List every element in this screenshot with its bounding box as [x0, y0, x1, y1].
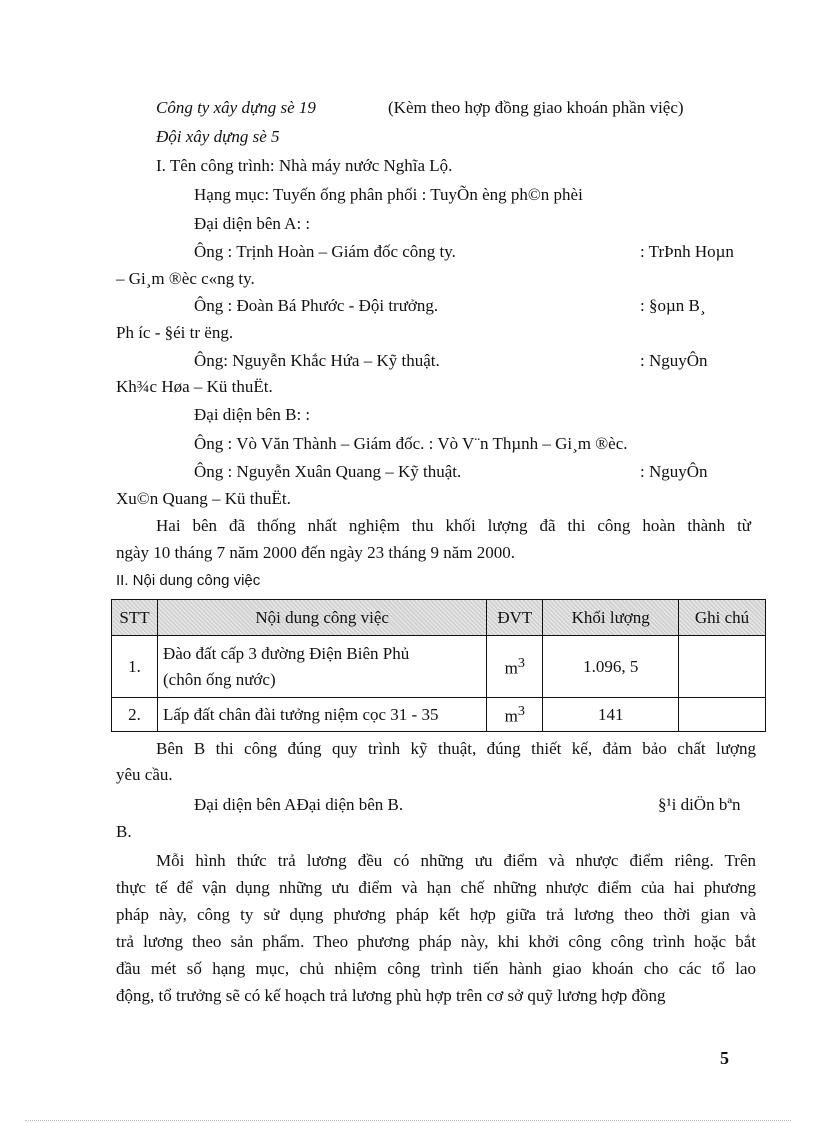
party-a-member-3-encoded: : NguyÔn [640, 351, 708, 370]
signature-label-encoded: §¹i diÖn bªn [658, 795, 741, 814]
row-stt: 2. [112, 698, 158, 732]
unit-exponent: 3 [517, 702, 525, 719]
paragraph-line: trả lương theo sản phẩm. Theo phương pháp này, khi khởi công công trình hoặc bắt [116, 932, 756, 951]
section-2-title: II. Nội dung công việc [116, 572, 261, 589]
row-quantity: 141 [543, 698, 679, 732]
header-unit: ĐVT [487, 600, 543, 636]
party-a-member-3-encoded-cont: Kh¾c Høa – Kü thuËt. [116, 377, 273, 396]
table-header-row [112, 600, 766, 636]
agreement-line-2: ngày 10 tháng 7 năm 2000 đến ngày 23 tháng 9 năm 2000. [116, 543, 515, 562]
company-name: Công ty xây dựng sè 19 [156, 98, 316, 117]
unit-exponent: 3 [517, 654, 525, 671]
row-content-line: Lấp đất chân đài tưởng niệm cọc 31 - 35 [162, 704, 439, 724]
row-stt: 1. [112, 636, 158, 698]
table-row [112, 698, 766, 732]
party-b-member-2-encoded: : NguyÔn [640, 462, 708, 481]
page-number: 5 [720, 1048, 729, 1068]
party-a-member-1-encoded: : TrÞnh Hoµn [640, 242, 734, 261]
project-name: I. Tên công trình: Nhà máy nước Nghĩa Lộ. [156, 156, 453, 175]
work-table [111, 599, 766, 732]
project-item: Hạng mục: Tuyến ống phân phối : TuyÕn èng ph©n phèi [194, 185, 583, 204]
row-content-line: (chôn ống nước) [162, 669, 276, 689]
paragraph-line: pháp này, công ty sử dụng phương pháp kết hợp giữa trả lương theo thời gian và [116, 905, 756, 924]
row-unit [487, 698, 543, 732]
signature-labels: Đại diện bên AĐại diện bên B. [194, 795, 404, 814]
table-row [112, 636, 766, 698]
party-a-title: Đại diện bên A: : [194, 214, 311, 233]
team-name: Đội xây dựng sè 5 [156, 127, 280, 146]
page-bottom-divider [25, 1120, 791, 1121]
party-a-member-2: Ông : Đoàn Bá Phước - Đội trưởng. [194, 296, 439, 315]
row-unit [487, 636, 543, 698]
row-content [157, 636, 486, 698]
attachment-note: (Kèm theo hợp đồng giao khoán phần việc) [388, 98, 684, 117]
agreement-line-1: Hai bên đã thống nhất nghiệm thu khối lượng đã thi công hoàn thành từ [156, 516, 751, 535]
row-content [157, 698, 486, 732]
header-content: Nội dung công việc [157, 600, 486, 636]
party-a-member-1: Ông : Trịnh Hoàn – Giám đốc công ty. [194, 242, 456, 261]
party-a-member-2-encoded: : §oµn B¸ [640, 296, 706, 315]
paragraph-line: thực tế để vận dụng những ưu điểm và hạn chế những nhược điểm của hai phương [116, 878, 756, 897]
row-note [679, 698, 766, 732]
paragraph-line: đầu mét số hạng mục, chủ nhiệm công trình tiến hành giao khoán cho các tổ lao [116, 959, 756, 978]
party-b-member-2-encoded-cont: Xu©n Quang – Kü thuËt. [116, 489, 291, 508]
signature-label-encoded-cont: B. [116, 822, 132, 841]
row-note [679, 636, 766, 698]
party-b-title: Đại diện bên B: : [194, 405, 311, 424]
compliance-line-2: yêu cầu. [116, 765, 173, 784]
party-a-member-1-encoded-cont: – Gi¸m ®èc c«ng ty. [116, 269, 255, 288]
header-stt: STT [112, 600, 158, 636]
paragraph-line: Mỗi hình thức trả lương đều có những ưu điểm và nhược điểm riêng. Trên [156, 851, 756, 870]
paragraph-line: động, tổ trưởng sẽ có kế hoạch trả lương phù hợp trên cơ sở quỹ lương hợp đồng [116, 986, 666, 1005]
party-b-member-1: Ông : Vò Văn Thành – Giám đốc. : Vò V¨n Thµnh – Gi¸m ®èc. [194, 434, 628, 453]
row-content-line: Đào đất cấp 3 đường Điện Biên Phủ [162, 643, 410, 663]
party-a-member-2-encoded-cont: Ph íc - §éi tr ëng. [116, 323, 234, 342]
party-b-member-2: Ông : Nguyễn Xuân Quang – Kỹ thuật. [194, 462, 462, 481]
row-quantity: 1.096, 5 [543, 636, 679, 698]
header-quantity: Khối lượng [543, 600, 679, 636]
header-note: Ghi chú [679, 600, 766, 636]
unit-label: m [504, 706, 518, 726]
compliance-line-1: Bên B thi công đúng quy trình kỹ thuật, đúng thiết kế, đảm bảo chất lượng [156, 739, 756, 758]
unit-label: m [504, 658, 518, 678]
party-a-member-3: Ông: Nguyễn Khắc Hứa – Kỹ thuật. [194, 351, 440, 370]
